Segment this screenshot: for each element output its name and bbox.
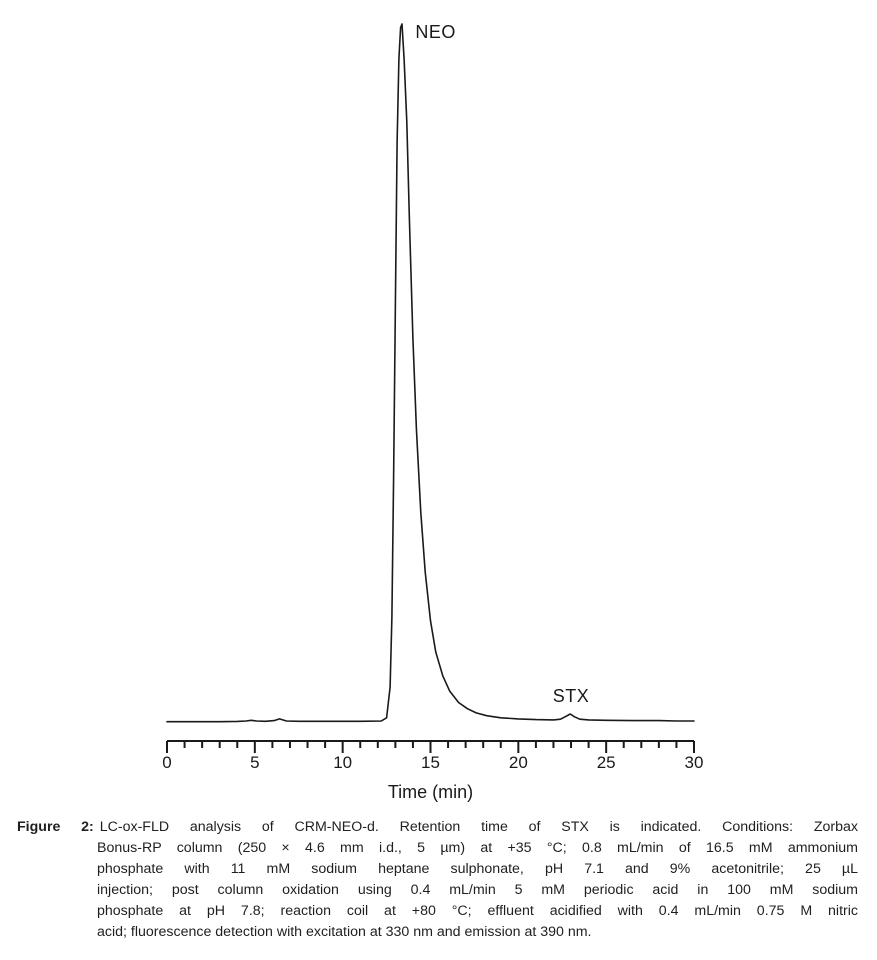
figure-caption — [17, 817, 858, 943]
x-axis-tick-label: 15 — [421, 753, 440, 772]
trace-line — [167, 24, 694, 722]
caption-line: phosphate at pH 7.8; reaction coil at +80 °C; effluent acidified with 0.4 mL/min 0.75 M nitric — [97, 903, 858, 919]
x-axis-tick-label: 10 — [333, 753, 353, 772]
peak-label-stx: STX — [552, 685, 590, 706]
x-axis-tick-label: 20 — [508, 753, 528, 772]
caption-line: injection; post column oxidation using 0.4 mL/min 5 mM periodic acid in 100 mM sodium — [97, 882, 858, 898]
x-axis-title: Time (min) — [387, 782, 474, 802]
caption-line: Bonus-RP column (250 × 4.6 mm i.d., 5 µm) at +35 °C; 0.8 mL/min of 16.5 mM ammonium — [97, 840, 858, 856]
x-axis-tick-label: 0 — [162, 753, 172, 772]
peak-label-neo: NEO — [415, 22, 456, 42]
caption-line: acid; fluorescence detection with excitation at 330 nm and emission at 390 nm. — [97, 924, 592, 940]
figure-caption-label: Figure 2: — [17, 819, 94, 835]
x-axis-tick-label: 5 — [250, 753, 260, 772]
x-axis-tick-label: 30 — [684, 753, 704, 772]
x-axis-tick-label: 25 — [596, 753, 616, 772]
caption-line: phosphate with 11 mM sodium heptane sulphonate, pH 7.1 and 9% acetonitrile; 25 µL — [97, 861, 858, 877]
caption-line: Figure 2: LC-ox-FLD analysis of CRM-NEO-d. Retention time of STX is indicated. Conditions: Zorbax — [17, 819, 858, 835]
